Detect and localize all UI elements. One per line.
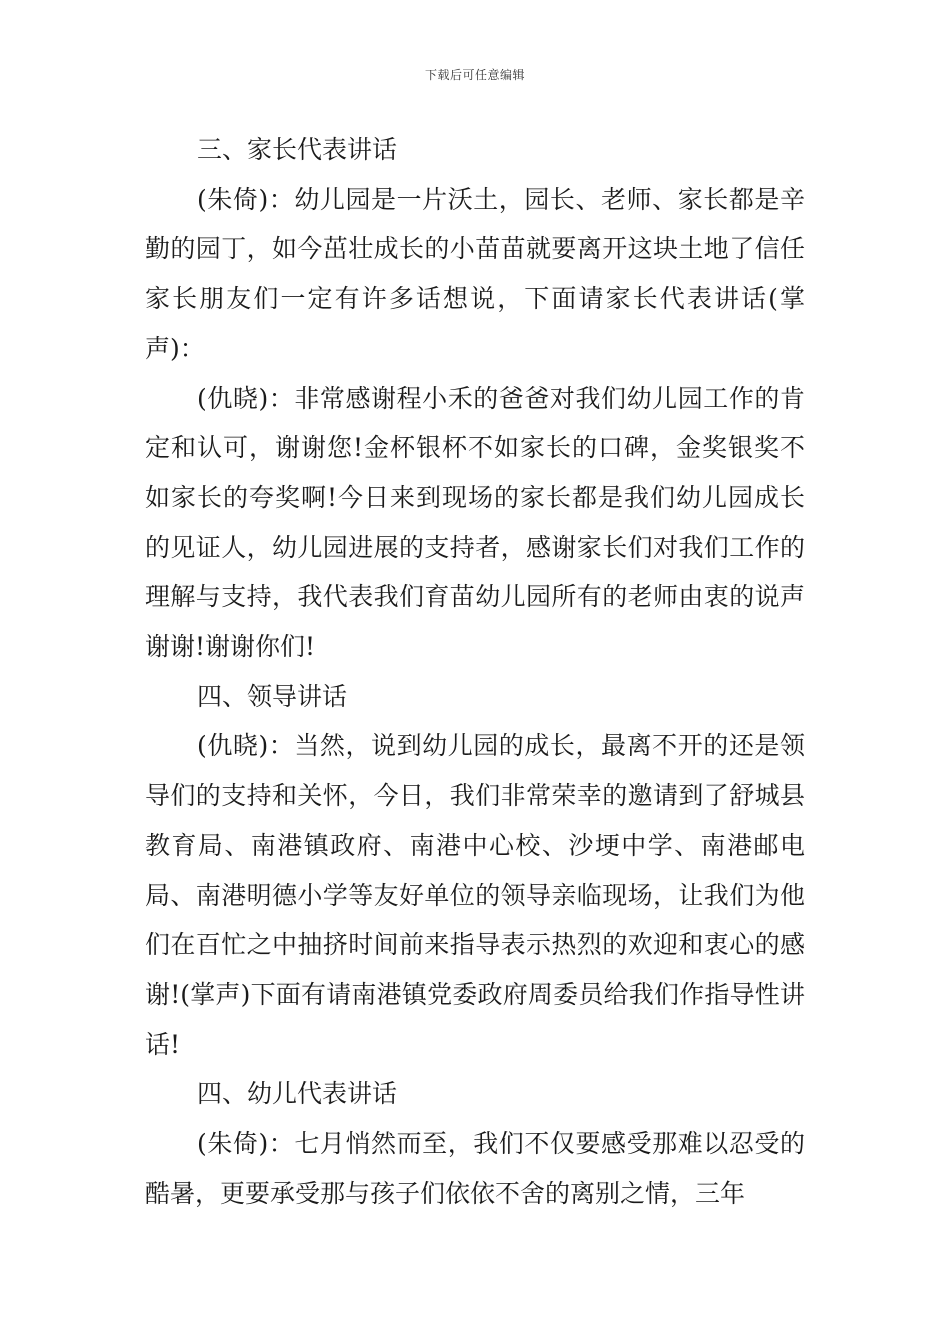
section-heading-child-speech: 四、幼儿代表讲话 xyxy=(197,1079,398,1109)
document-body xyxy=(145,125,805,1218)
section-heading-leader-speech: 四、领导讲话 xyxy=(197,681,348,711)
paragraph-qiuxiao-thanks: (仇晓)：非常感谢程小禾的爸爸对我们幼儿园工作的肯定和认可，谢谢您!金杯银杯不如家长的口碑，金奖银奖不如家长的夸奖啊!今日来到现场的家长都是我们幼儿园成长的见证人，幼儿园进展的支持者，感谢家长们对我们工作的理解与支持，我代表我们育苗幼儿园所有的老师由衷的说声谢谢!谢谢你们! xyxy=(145,383,805,662)
paragraph-qiuxiao-leaders: (仇晓)：当然，说到幼儿园的成长，最离不开的还是领导们的支持和关怀，今日，我们非常荣幸的邀请到了舒城县教育局、南港镇政府、南港中心校、沙埂中学、南港邮电局、南港明德小学等友好单位的领导亲临现场，让我们为他们在百忙之中抽挤时间前来指导表示热烈的欢迎和衷心的感谢!(掌声)下面有请南港镇党委政府周委员给我们作指导性讲话! xyxy=(145,731,805,1059)
page-header-note: 下载后可任意编辑 xyxy=(424,68,525,82)
paragraph-zhuyi-intro-parent: (朱倚)：幼儿园是一片沃土，园长、老师、家长都是辛勤的园丁，如今茁壮成长的小苗苗就要离开这块土地了信任家长朋友们一定有许多话想说，下面请家长代表讲话(掌声)： xyxy=(145,184,805,363)
paragraph-zhuyi-july: (朱倚)：七月悄然而至，我们不仅要感受那难以忍受的酷暑，更要承受那与孩子们依依不舍的离别之情，三年 xyxy=(145,1129,805,1208)
section-heading-parent-speech: 三、家长代表讲话 xyxy=(197,135,398,164)
